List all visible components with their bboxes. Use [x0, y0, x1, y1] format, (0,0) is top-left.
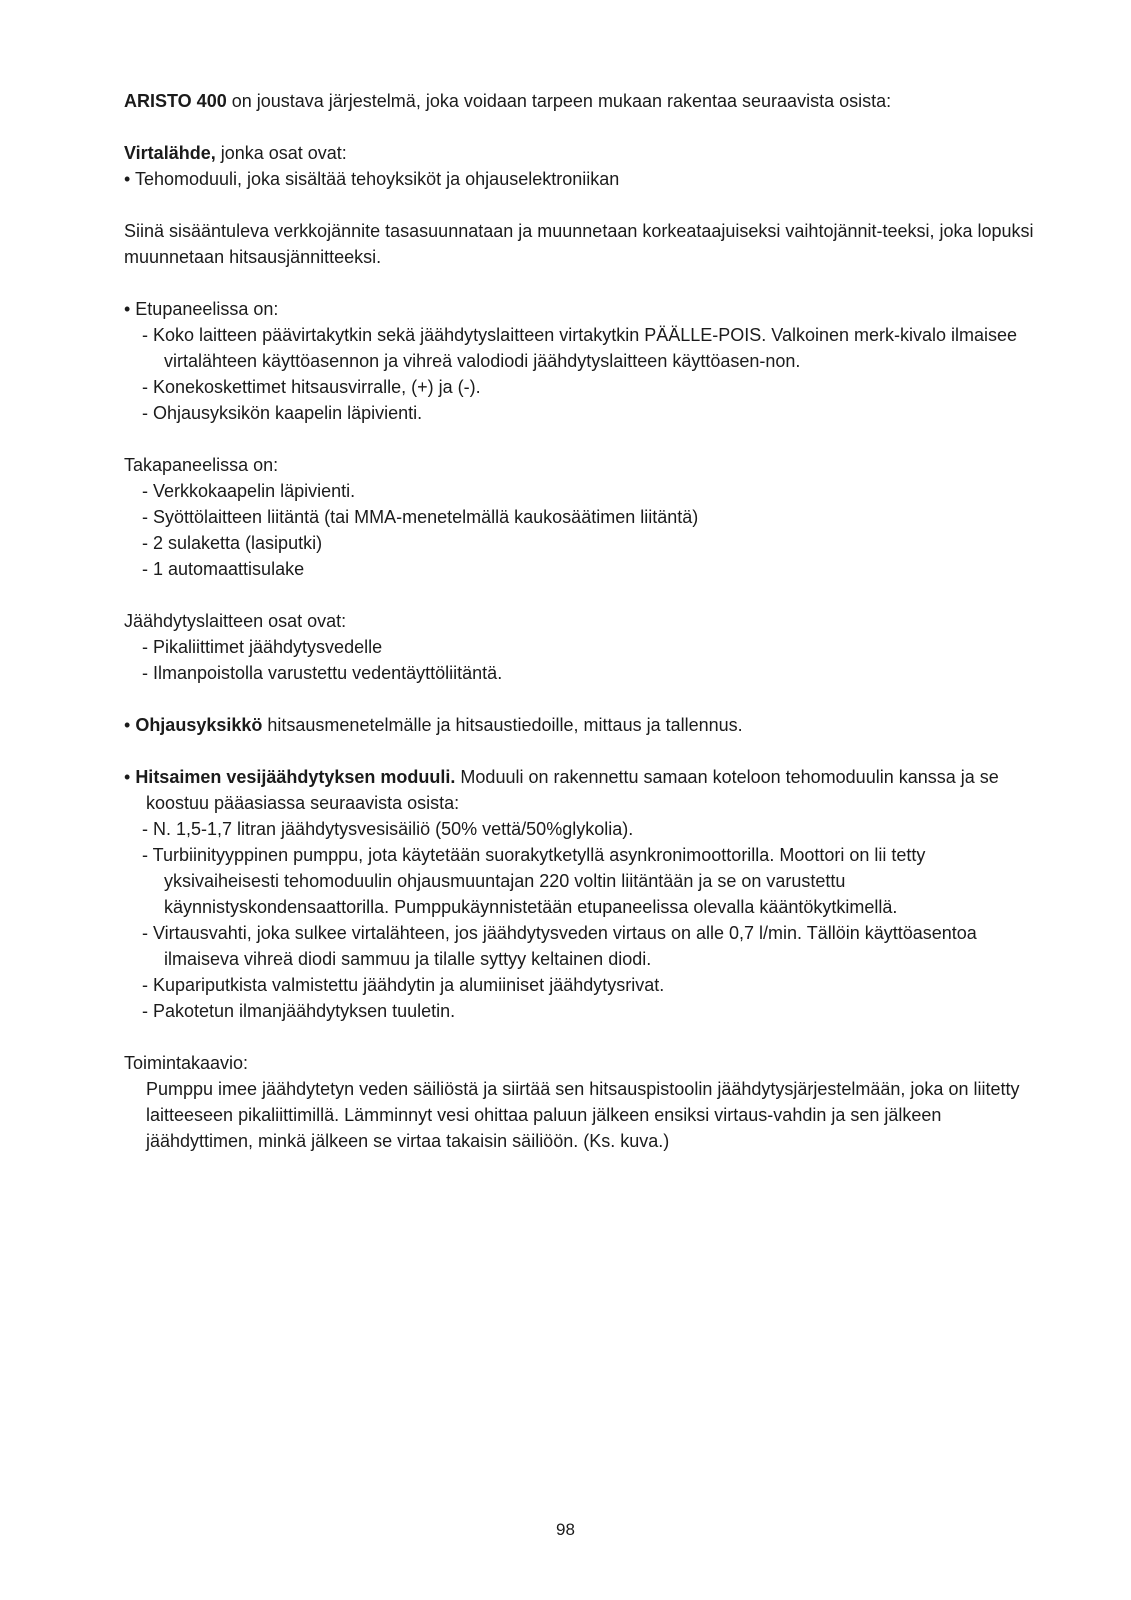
- ohjausyksikko-bullet: [124, 712, 1044, 738]
- takapaneeli-item: - 1 automaattisulake: [142, 559, 305, 579]
- etupaneeli-item: - Ohjausyksikön kaapelin läpivienti.: [142, 403, 423, 423]
- bullet-mark: •: [124, 715, 136, 735]
- vesijaahdytys-item: - Pakotetun ilmanjäähdytyksen tuuletin.: [142, 1001, 456, 1021]
- tehomoduuli-bullet: • Tehomoduuli, joka sisältää tehoyksiköt ja ohjauselektroniikan: [124, 169, 620, 189]
- takapaneeli-item: - Verkkokaapelin läpivienti.: [142, 481, 356, 501]
- virtalahde-paragraph: Siinä sisääntuleva verkkojännite tasasuunnataan ja muunnetaan korkeataajuiseksi vaihtojännit-teeksi, joka lopuksi muunnetaan hitsausjännitteeksi.: [124, 221, 1034, 267]
- toimintakaavio-paragraph: Pumppu imee jäähdytetyn veden säiliöstä ja siirtää sen hitsauspistoolin jäähdytysjärjestelmään, joka on liitetty laitteeseen pikaliittimillä. Lämminnyt vesi ohittaa paluun jälkeen ensiksi virtaus-vahdin ja sen jälkeen jäähdyttimen, minkä jälkeen se virtaa takaisin säiliöön. (Ks. kuva.): [146, 1079, 1020, 1151]
- toimintakaavio-heading: Toimintakaavio:: [124, 1053, 249, 1073]
- jaahdytyslaite-item: - Ilmanpoistolla varustettu vedentäyttöliitäntä.: [142, 663, 503, 683]
- jaahdytyslaite-heading: Jäähdytyslaitteen osat ovat:: [124, 611, 347, 631]
- takapaneeli-item: - Syöttölaitteen liitäntä (tai MMA-menetelmällä kaukosäätimen liitäntä): [142, 507, 699, 527]
- jaahdytyslaite-item: - Pikaliittimet jäähdytysvedelle: [142, 637, 383, 657]
- takapaneeli-item: - 2 sulaketta (lasiputki): [142, 533, 323, 553]
- page-number: 98: [556, 1520, 575, 1539]
- bullet-mark: •: [124, 767, 136, 787]
- etupaneeli-item: - Konekoskettimet hitsausvirralle, (+) ja (-).: [142, 377, 481, 397]
- vesijaahdytys-item: - Virtausvahti, joka sulkee virtalähteen, jos jäähdytysveden virtaus on alle 0,7 l/min. Tällöin käyttöasentoa ilmaiseva vihreä diodi sammuu ja tilalle syttyy keltainen diodi.: [142, 923, 977, 969]
- intro-paragraph: [124, 88, 1044, 114]
- etupaneeli-heading: • Etupaneelissa on:: [124, 299, 279, 319]
- takapaneeli-heading: Takapaneelissa on:: [124, 455, 279, 475]
- vesijaahdytys-item: - N. 1,5-1,7 litran jäähdytysvesisäiliö (50% vettä/50%glykolia).: [142, 819, 634, 839]
- vesijaahdytys-item: - Turbiinityyppinen pumppu, jota käytetään suorakytketyllä asynkronimoottorilla. Moottori on lii tetty yksivaiheisesti tehomoduulin ohjausmuuntajan 220 voltin liitäntään ja se on varustettu käynnistyskondensaattorilla. Pumppukäynnistetään etupaneelissa olevalla kääntökytkimellä.: [142, 845, 926, 917]
- virtalahde-heading: [124, 140, 1044, 166]
- product-name: ARISTO 400: [124, 91, 227, 111]
- vesijaahdytys-text: Moduuli on rakennettu samaan koteloon tehomoduulin kanssa ja se koostuu pääasiassa seuraavista osista:: [146, 767, 999, 813]
- vesijaahdytys-bullet: [124, 764, 1044, 816]
- document-body: [124, 88, 1044, 1154]
- ohjausyksikko-text: hitsausmenetelmälle ja hitsaustiedoille, mittaus ja tallennus.: [262, 715, 743, 735]
- intro-text: on joustava järjestelmä, joka voidaan tarpeen mukaan rakentaa seuraavista osista:: [226, 91, 892, 111]
- virtalahde-title-rest: jonka osat ovat:: [215, 143, 347, 163]
- ohjausyksikko-title: Ohjausyksikkö: [135, 715, 263, 735]
- vesijaahdytys-item: - Kupariputkista valmistettu jäähdytin ja alumiiniset jäähdytysrivat.: [142, 975, 665, 995]
- virtalahde-title: Virtalähde,: [124, 143, 216, 163]
- etupaneeli-item: - Koko laitteen päävirtakytkin sekä jäähdytyslaitteen virtakytkin PÄÄLLE-POIS. Valkoinen merk-kivalo ilmaisee virtalähteen käyttöasennon ja vihreä valodiodi jäähdytyslaitteen käyttöasen-non.: [142, 325, 1018, 371]
- vesijaahdytys-title: Hitsaimen vesijäähdytyksen moduuli.: [135, 767, 456, 787]
